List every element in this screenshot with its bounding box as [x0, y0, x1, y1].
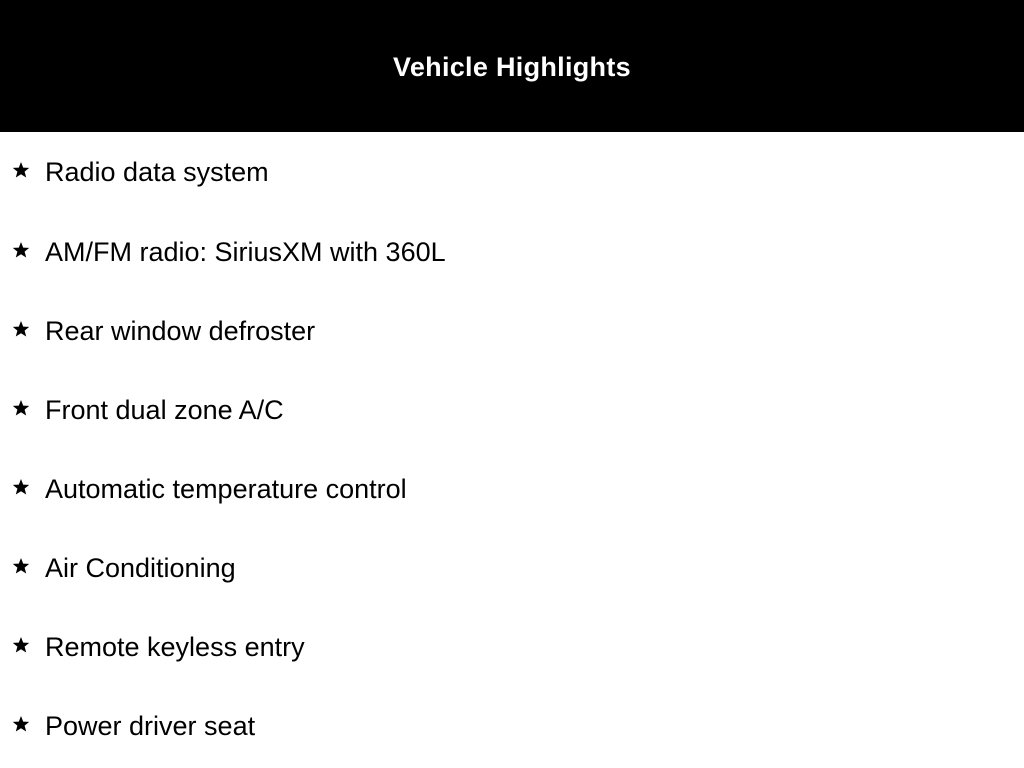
list-item	[0, 132, 1024, 212]
list-item-label: AM/FM radio: SiriusXM with 360L	[45, 237, 446, 267]
list-item	[0, 686, 1024, 765]
list-item-label: Rear window defroster	[45, 316, 316, 346]
star-icon	[11, 635, 31, 655]
list-item-label: Air Conditioning	[45, 553, 236, 583]
star-icon	[11, 398, 31, 418]
list-item	[0, 528, 1024, 607]
highlights-list	[0, 132, 1024, 765]
list-item	[0, 291, 1024, 370]
list-item-label: Power driver seat	[45, 711, 256, 741]
list-item	[0, 212, 1024, 291]
list-item	[0, 370, 1024, 449]
page-title: Vehicle Highlights	[393, 51, 631, 82]
list-item-label: Remote keyless entry	[45, 632, 305, 662]
list-item	[0, 449, 1024, 528]
star-icon	[11, 319, 31, 339]
star-icon	[11, 240, 31, 260]
list-item-label: Radio data system	[45, 157, 269, 187]
star-icon	[11, 556, 31, 576]
list-item-label: Automatic temperature control	[45, 474, 407, 504]
star-icon	[11, 160, 31, 180]
star-icon	[11, 714, 31, 734]
list-item-label: Front dual zone A/C	[45, 395, 284, 425]
star-icon	[11, 477, 31, 497]
header-bar	[0, 0, 1024, 132]
list-item	[0, 607, 1024, 686]
